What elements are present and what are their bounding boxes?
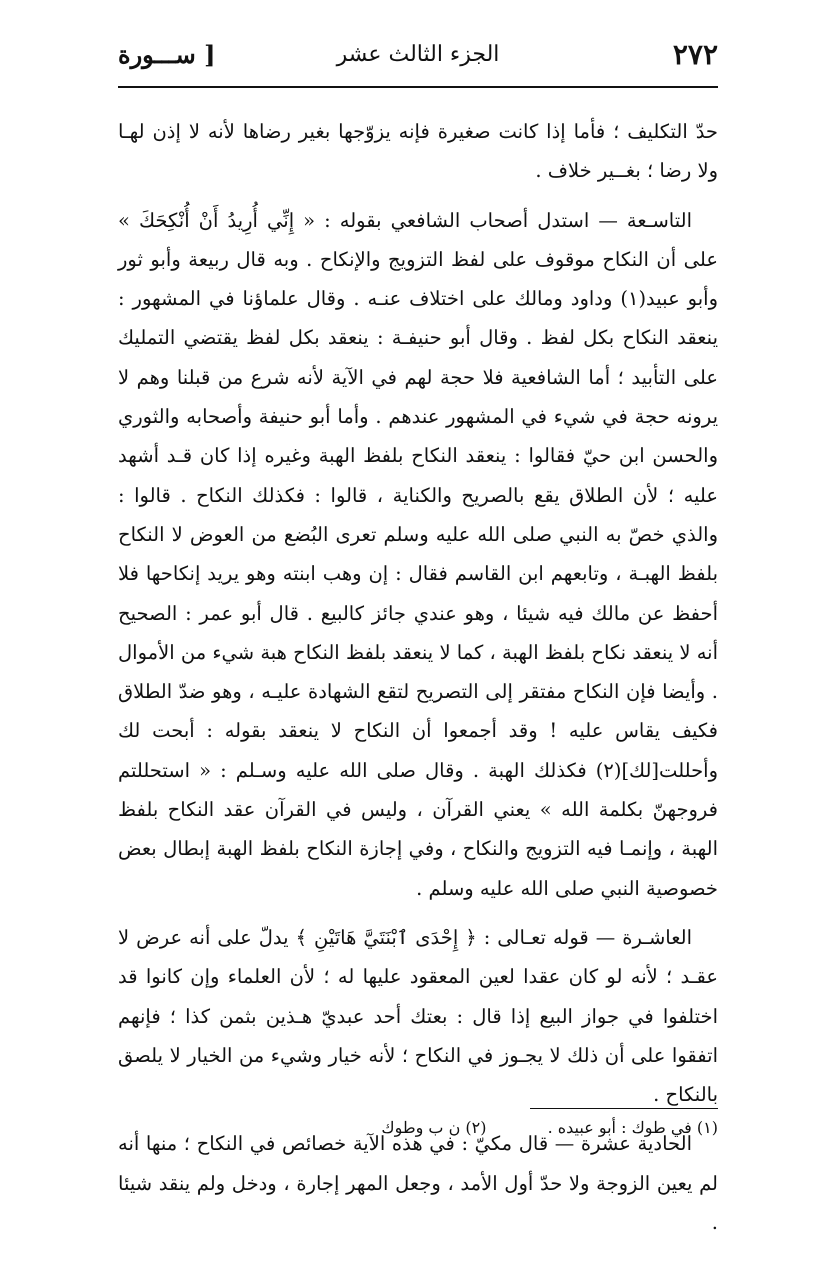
main-text xyxy=(118,112,718,1242)
page-header xyxy=(118,38,718,86)
surah-label: [ ســـورة xyxy=(118,40,216,69)
running-title: الجزء الثالث عشر xyxy=(336,42,500,67)
header-divider xyxy=(118,86,718,88)
paragraph-1: حدّ التكليف ؛ فأما إذا كانت صغيرة فإنه يزوّجها بغير رضاها لأنه لا إذن لهـا ولا رضا ؛ بغــير خلاف . xyxy=(118,120,718,183)
paragraph-4: الحادية عشرة — قال مكيّ : في هذه الآية خصائص في النكاح ؛ منها أنه لم يعين الزوجة ولا حدّ أول الأمد ، وجعل المهر إجارة ، ودخل ولم ينقد شيئا . xyxy=(118,1132,718,1235)
paragraph-3: العاشـرة — قوله تعـالى : ﴿ إِحْدَى ٱبْنَتَيَّ هَاتَيْنِ ﴾ يدلّ على أنه عرض لا عقـد ؛ لأنه لو كان عقدا لعين المعقود عليها له ؛ لأن العلماء وإن كانوا قد اختلفوا في جواز البيع إذا قال : بعتك أحد عبديّ هـذين بثمن كذا ؛ فإنهم اتفقوا على أن ذلك لا يجـوز في النكاح ؛ لأنه خيار وشيء من الخيار لا يلصق بالنكاح . xyxy=(118,925,718,1107)
footnote-divider xyxy=(530,1108,718,1109)
footnote-2: (٢) ن ب وطوك xyxy=(381,1118,487,1137)
paragraph-2: التاسـعة — استدل أصحاب الشافعي بقوله : « إِنِّي أُرِيدُ أَنْ أُنْكِحَكَ » على أن النكاح موقوف على لفظ التزويج والإنكاح . وبه قال ربيعة وأبو ثور وأبو عبيد(١) وداود ومالك على اختلاف عنـه . وقال علماؤنا في المشهور : ينعقد النكاح بكل لفظ . وقال أبو حنيفـة : ينعقد بكل لفظ يقتضي التمليك على التأبيد ؛ أما الشافعية فلا حجة لهم في الآية لأنه شرع من قبلنا وهم لا يرونه حجة في شيء في المشهور عندهم . وأما أبو حنيفة وأصحابه والثوري والحسن ابن حيّ فقالوا : ينعقد النكاح بلفظ الهبة وغيره إذا كان قـد أشهد عليه ؛ لأن الطلاق يقع بالصريح والكناية ، قالوا : فكذلك النكاح . قالوا : والذي خصّ به النبي صلى الله عليه وسلم تعرى البُضع من العوض لا النكاح بلفظ الهبـة ، وتابعهم ابن القاسم فقال : إن وهب ابنته وهو يريد إنكاحها فلا أحفظ عن مالك فيه شيئا ، وهو عندي جائز كالبيع . قال أبو عمر : الصحيح أنه لا ينعقد نكاح بلفظ الهبة ، كما لا ينعقد بلفظ النكاح هبة شيء من الأموال . وأيضا فإن النكاح مفتقر إلى التصريح لتقع الشهادة عليـه ، وهو ضدّ الطلاق فكيف يقاس عليه ! وقد أجمعوا أن النكاح لا ينعقد بقوله : أبحت لك وأحللت[لك](٢) فكذلك الهبة . وقال صلى الله عليه وسـلم : « استحللتم فروجهنّ بكلمة الله » يعني القرآن ، وليس في القرآن عقد النكاح بلفظ الهبة ، وإنمـا فيه التزويج والنكاح ، وفي إجازة النكاح بلفظ الهبة إبطال بعض خصوصية النبي صلى الله عليه وسلم . xyxy=(118,208,718,900)
footnotes xyxy=(330,1114,718,1142)
footnote-1: (١) في طوك : أبو عبيده . xyxy=(547,1118,718,1137)
page-number: ٢٧٢ xyxy=(672,38,718,71)
